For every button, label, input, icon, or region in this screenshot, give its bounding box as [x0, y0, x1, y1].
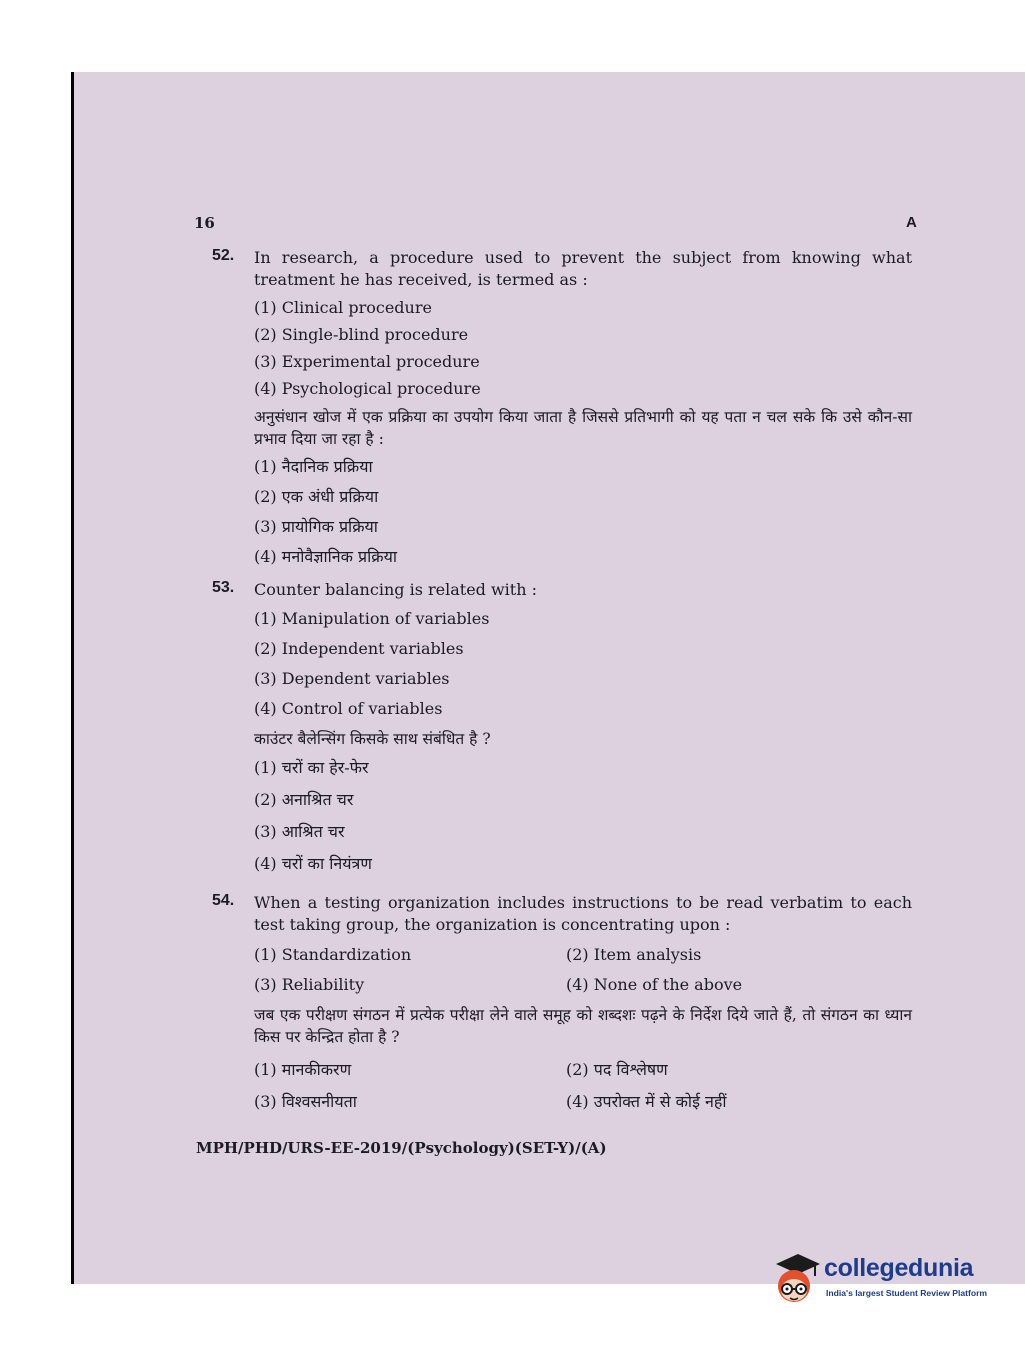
option-4: (4) Psychological procedure [254, 379, 481, 398]
option-2-hindi: (2) पद विश्लेषण [566, 1060, 668, 1079]
question-number: 53. [212, 579, 235, 596]
option-1: (1) Clinical procedure [254, 298, 432, 317]
option-2: (2) Independent variables [254, 639, 464, 658]
option-1-hindi: (1) मानकीकरण [254, 1060, 352, 1079]
question-54 [212, 892, 912, 1118]
option-4: (4) Control of variables [254, 699, 443, 718]
option-1: (1) Manipulation of variables [254, 609, 490, 628]
option-4-hindi: (4) मनोवैज्ञानिक प्रक्रिया [254, 547, 397, 566]
option-3: (3) Dependent variables [254, 669, 450, 688]
question-stem-hindi: अनुसंधान खोज में एक प्रक्रिया का उपयोग किया जाता है जिससे प्रतिभागी को यह पता न चल सके कि उसे कौन-सा प्रभाव दिया जा रहा है : [254, 408, 912, 448]
option-1: (1) Standardization [254, 945, 412, 964]
question-stem-hindi: जब एक परीक्षण संगठन में प्रत्येक परीक्षा लेने वाले समूह को शब्दशः पढ़ने के निर्देश दिये जाते हैं, तो संगठन का ध्यान किस पर केन्द्रित होता है ? [254, 1006, 912, 1046]
page-number: 16 [194, 214, 215, 232]
option-2: (2) Item analysis [566, 945, 702, 964]
paper-code-footer: MPH/PHD/URS-EE-2019/(Psychology)(SET-Y)/(A) [196, 1139, 607, 1157]
question-number: 54. [212, 892, 235, 909]
brand-tagline: India's largest Student Review Platform [826, 1288, 988, 1298]
question-stem-hindi: काउंटर बैलेन्सिंग किसके साथ संबंधित है ? [254, 730, 491, 748]
question-stem-english: Counter balancing is related with : [254, 580, 538, 599]
option-4-hindi: (4) उपरोक्त में से कोई नहीं [566, 1092, 727, 1111]
options-english [254, 940, 912, 1000]
option-3-hindi: (3) प्रायोगिक प्रक्रिया [254, 517, 378, 536]
options-hindi [254, 752, 912, 880]
options-english [254, 604, 912, 724]
set-letter: A [906, 214, 917, 231]
option-3-hindi: (3) विश्वसनीयता [254, 1092, 357, 1111]
option-1-hindi: (1) नैदानिक प्रक्रिया [254, 457, 373, 476]
option-2-hindi: (2) अनाश्रित चर [254, 790, 354, 809]
question-stem-english: When a testing organization includes instructions to be read verbatim to each test taking group, the organization is concentrating upon : [254, 893, 912, 934]
option-3: (3) Experimental procedure [254, 352, 480, 371]
option-1-hindi: (1) चरों का हेर-फेर [254, 758, 369, 777]
option-2: (2) Single-blind procedure [254, 325, 469, 344]
question-stem-english: In research, a procedure used to prevent the subject from knowing what treatment he has received, is termed as : [254, 248, 912, 289]
collegedunia-watermark [770, 1246, 995, 1310]
option-4: (4) None of the above [566, 975, 743, 994]
collegedunia-mascot-icon [770, 1252, 822, 1308]
question-52 [212, 247, 912, 572]
question-53 [212, 579, 912, 880]
options-hindi [254, 1054, 912, 1118]
question-number: 52. [212, 247, 235, 264]
option-3: (3) Reliability [254, 975, 365, 994]
option-4-hindi: (4) चरों का नियंत्रण [254, 854, 372, 873]
options-english [254, 294, 912, 402]
option-3-hindi: (3) आश्रित चर [254, 822, 345, 841]
option-2-hindi: (2) एक अंधी प्रक्रिया [254, 487, 379, 506]
brand-name: collegedunia [824, 1254, 974, 1282]
options-hindi [254, 452, 912, 572]
